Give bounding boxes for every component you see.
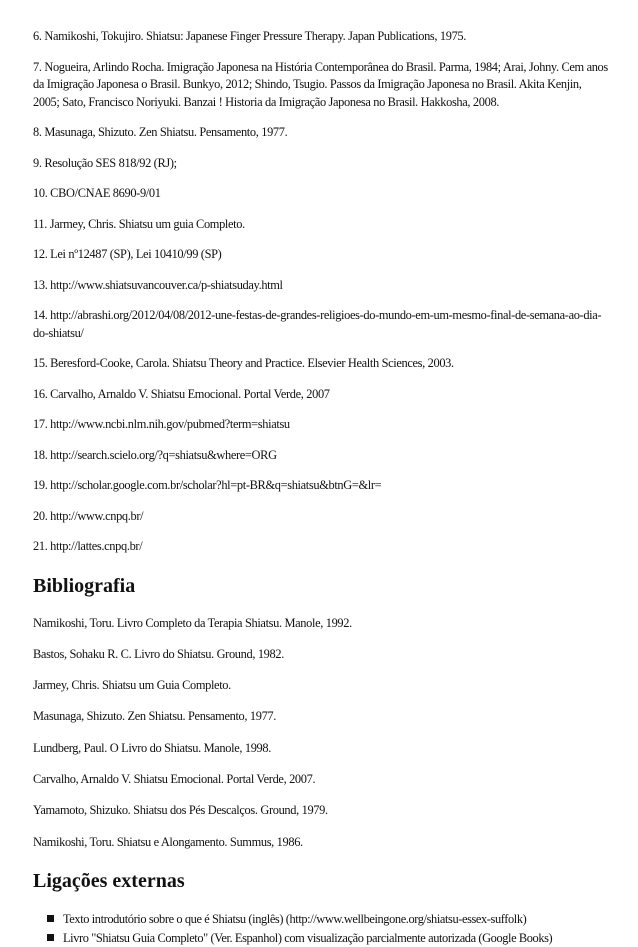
reference-item: 20. http://www.cnpq.br/	[33, 508, 144, 523]
bibliography-heading: Bibliografia	[33, 574, 136, 597]
external-links-heading: Ligações externas	[33, 870, 185, 893]
reference-item: 15. Beresford-Cooke, Carola. Shiatsu Theory and Practice. Elsevier Health Sciences, 2003.	[33, 356, 454, 370]
bibliography-item: Namikoshi, Toru. Shiatsu e Alongamento. Summus, 1986.	[33, 834, 303, 849]
external-link-text[interactable]: Texto introdutório sobre o que é Shiatsu (inglês) (http://www.wellbeingone.org/shiatsu-essex-suffolk)	[63, 912, 527, 927]
reference-item: 10. CBO/CNAE 8690-9/01	[33, 186, 161, 200]
reference-item: 12. Lei nº12487 (SP), Lei 10410/99 (SP)	[33, 247, 222, 261]
bibliography-item: Masunaga, Shizuto. Zen Shiatsu. Pensamento, 1977.	[33, 709, 277, 724]
document-page	[33, 28, 608, 947]
bibliography-item: Bastos, Sohaku R. C. Livro do Shiatsu. Ground, 1982.	[33, 646, 284, 661]
reference-item: 13. http://www.shiatsuvancouver.ca/p-shiatsuday.html	[33, 277, 283, 292]
external-link-text[interactable]: Livro "Shiatsu Guia Completo" (Ver. Espanhol) com visualização parcialmente autorizada (Google Books)	[63, 930, 553, 945]
reference-item: 16. Carvalho, Arnaldo V. Shiatsu Emocional. Portal Verde, 2007	[33, 386, 330, 401]
references-list	[33, 28, 608, 556]
bibliography-list	[33, 615, 608, 852]
bibliography-item: Jarmey, Chris. Shiatsu um Guia Completo.	[33, 678, 231, 693]
external-link-item[interactable]	[63, 910, 608, 929]
bibliography-item: Yamamoto, Shizuko. Shiatsu dos Pés Descalços. Ground, 1979.	[33, 803, 328, 818]
reference-item: 14. http://abrashi.org/2012/04/08/2012-une-festas-de-grandes-religioes-do-mundo-em-um-mesmo-final-de-semana-ao-dia-do-shiatsu/	[33, 308, 602, 340]
square-bullet-icon	[47, 934, 54, 941]
bibliography-item: Carvalho, Arnaldo V. Shiatsu Emocional. Portal Verde, 2007.	[33, 771, 316, 786]
reference-item: 21. http://lattes.cnpq.br/	[33, 539, 143, 553]
reference-item: 6. Namikoshi, Tokujiro. Shiatsu: Japanese Finger Pressure Therapy. Japan Publications, 1975.	[33, 29, 467, 43]
reference-item: 7. Nogueira, Arlindo Rocha. Imigração Japonesa na História Contemporânea do Brasil. Parma, 1984; Arai, Johny. Cem anos da Imigração Japonesa o Brasil. Bunkyo, 2012; Shindo, Tsugio. Passos da Imigração Japonesa no Brasil. Akita Kenjin, 2005; Sato, Francisco Noriyuki. Banzai ! Historia da Imigração Japonesa no Brasil. Hakkosha, 2008.	[33, 59, 608, 109]
external-links-list	[33, 910, 608, 947]
reference-item: 9. Resolução SES 818/92 (RJ);	[33, 155, 177, 170]
reference-item: 11. Jarmey, Chris. Shiatsu um guia Completo.	[33, 216, 245, 231]
reference-item: 19. http://scholar.google.com.br/scholar?hl=pt-BR&q=shiatsu&btnG=&lr=	[33, 478, 382, 492]
reference-item: 8. Masunaga, Shizuto. Zen Shiatsu. Pensamento, 1977.	[33, 125, 288, 139]
external-link-item[interactable]	[63, 929, 608, 947]
bibliography-item: Namikoshi, Toru. Livro Completo da Terapia Shiatsu. Manole, 1992.	[33, 615, 352, 630]
reference-item: 17. http://www.ncbi.nlm.nih.gov/pubmed?term=shiatsu	[33, 417, 290, 431]
reference-item: 18. http://search.scielo.org/?q=shiatsu&where=ORG	[33, 447, 277, 462]
bibliography-item: Lundberg, Paul. O Livro do Shiatsu. Manole, 1998.	[33, 740, 271, 755]
square-bullet-icon	[47, 915, 54, 922]
